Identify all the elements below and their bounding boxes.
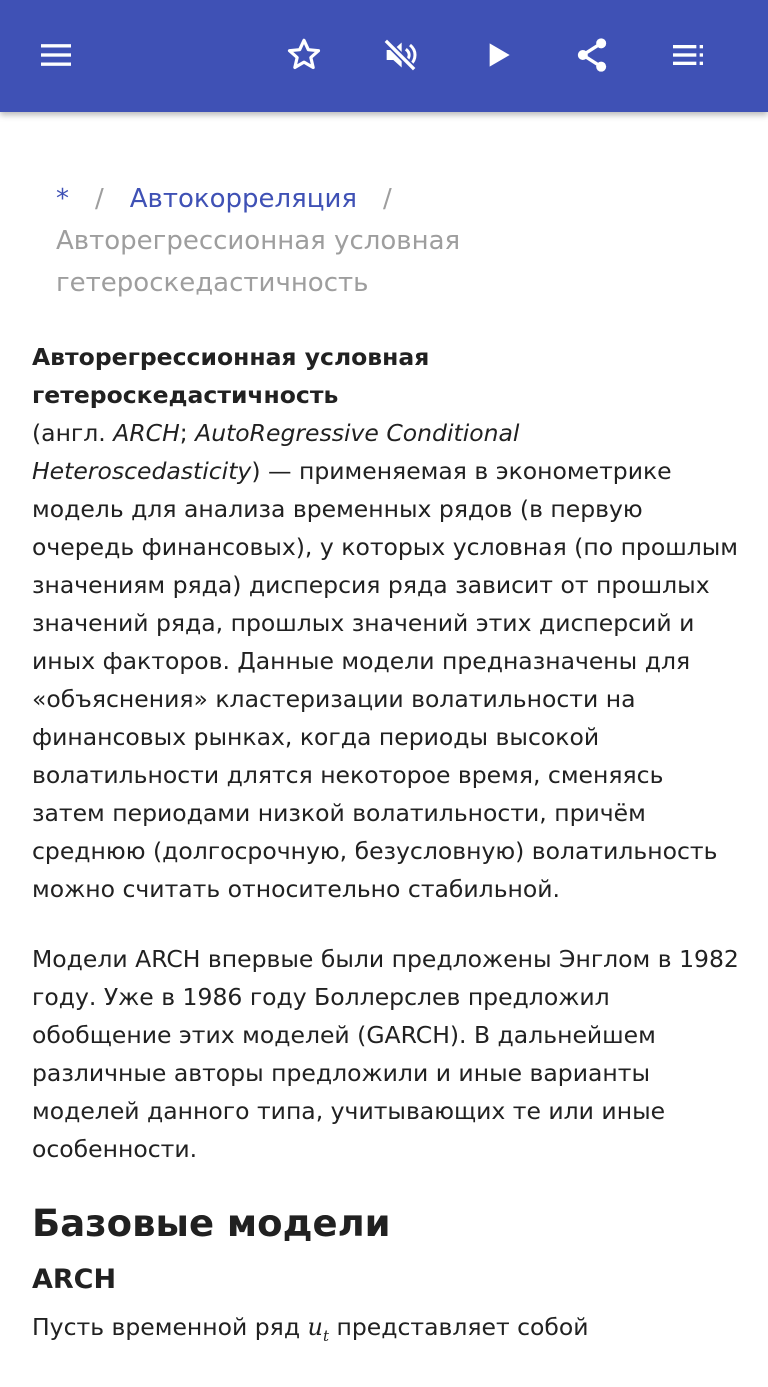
section-heading: Базовые модели	[32, 1202, 391, 1245]
arch-text-after: представляет собой	[329, 1313, 589, 1341]
arch-abbr: ARCH	[113, 419, 180, 447]
article-body	[32, 338, 742, 1387]
breadcrumb	[56, 178, 716, 304]
arch-paragraph	[32, 1308, 742, 1355]
breadcrumb-root-link[interactable]: *	[56, 184, 69, 214]
volume-off-icon	[380, 35, 420, 75]
mute-button[interactable]	[372, 27, 428, 83]
menu-icon	[36, 35, 76, 75]
share-icon	[572, 35, 612, 75]
math-subscript: t	[323, 1326, 330, 1345]
math-formula	[307, 1313, 330, 1345]
intro-semicolon: ;	[179, 419, 196, 447]
breadcrumb-separator: /	[95, 184, 104, 214]
app-toolbar	[0, 0, 768, 112]
share-button[interactable]	[564, 27, 620, 83]
arch-full-name: AutoRegressive Conditional Heteroscedasticity	[32, 419, 520, 485]
play-button[interactable]	[470, 27, 526, 83]
playlist-icon	[668, 35, 708, 75]
play-icon	[478, 35, 518, 75]
subsection-heading: ARCH	[32, 1264, 117, 1295]
menu-button[interactable]	[28, 27, 84, 83]
article-term: Авторегрессионная условная гетероскедастичность	[32, 343, 430, 409]
intro-open: (англ.	[32, 419, 114, 447]
contents-button[interactable]	[660, 27, 716, 83]
breadcrumb-current: Авторегрессионная условная гетероскедастичность	[56, 226, 461, 298]
intro-rest: ) — применяемая в эконометрике модель для анализа временных рядов (в первую очередь финансовых), у которых условная (по прошлым значениям ряда) дисперсия ряда зависит от прошлых значений ряда, прошлых значений этих дисперсий и иных факторов. Данные модели предназначены для «объяснения» кластеризации волатильности на финансовых рынках, когда периоды высокой волатильности длятся некоторое время, сменяясь затем периодами низкой волатильности, причём среднюю (долгосрочную, безусловную) волатильность можно считать относительно стабильной.	[32, 457, 739, 903]
breadcrumb-parent-link[interactable]: Автокорреляция	[129, 184, 358, 214]
breadcrumb-separator: /	[383, 184, 392, 214]
intro-paragraph	[32, 338, 742, 908]
math-base: u	[307, 1313, 324, 1341]
history-paragraph: Модели ARCH впервые были предложены Энглом в 1982 году. Уже в 1986 году Боллерслев предложил обобщение этих моделей (GARCH). В дальнейшем различные авторы предложили и иные варианты моделей данного типа, учитывающих те или иные особенности.	[32, 945, 739, 1163]
arch-text-before: Пусть временной ряд	[32, 1313, 308, 1341]
favorite-button[interactable]	[276, 27, 332, 83]
star-icon	[284, 35, 324, 75]
